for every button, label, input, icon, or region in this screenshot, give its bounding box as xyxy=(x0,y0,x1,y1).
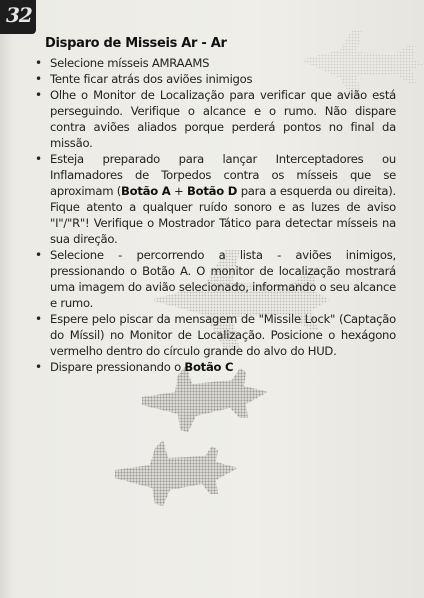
list-item-text: Tente ficar atrás dos aviões inimigos xyxy=(50,72,253,86)
list-item-text: Espere pelo piscar da mensagem de "Missile Lock" (Captação do Míssil) no Monitor de Localização. Posicione o hexágono vermelho dentro do círculo grande do alvo do HUD. xyxy=(50,312,396,358)
list-item-text: Dispare pressionando o xyxy=(50,360,185,374)
section-heading: Disparo de Misseis Ar - Ar xyxy=(45,36,227,51)
bullet-icon: • xyxy=(35,360,42,374)
instruction-list xyxy=(34,55,396,375)
list-item xyxy=(34,87,396,151)
list-item xyxy=(34,247,396,311)
button-d-label: Botão D xyxy=(187,184,238,198)
list-item-text: Olhe o Monitor de Localização para verificar que avião está perseguindo. Verifique o alcance e o rumo. Não dispare contra aviões aliados porque perderá pontos no final da missão. xyxy=(50,88,396,150)
list-item xyxy=(34,55,396,71)
list-item-text: Selecione mísseis AMRAAMS xyxy=(50,56,210,70)
page-number-tab xyxy=(0,0,36,34)
list-item-text: Selecione - percorrendo a lista - aviões inimigos, pressionando o Botão A. O monitor de localização mostrará uma imagem do avião selecionado, informando o seu alcance e rumo. xyxy=(50,248,396,310)
list-item-text: para a esquerda ou direita). Fique atento a qualquer ruído sonoro e as luzes de aviso "I"/"R"! Verifique o Mostrador Tático para detectar mísseis na sua direção. xyxy=(50,184,396,246)
page-number: 32 xyxy=(6,3,32,27)
list-item-text: Esteja preparado para lançar Interceptadores ou Inflamadores de Torpedos contra os mísseis que se aproximam ( xyxy=(50,152,396,198)
button-c-label: Botão C xyxy=(184,360,234,374)
bullet-icon: • xyxy=(35,56,42,70)
section-content xyxy=(34,36,396,375)
button-a-label: Botão A xyxy=(121,184,171,198)
list-item-text: + xyxy=(170,184,188,198)
bullet-icon: • xyxy=(35,312,42,326)
bullet-icon: • xyxy=(35,72,42,86)
bullet-icon: • xyxy=(35,248,42,262)
list-item xyxy=(34,71,396,87)
jet-icon xyxy=(142,366,268,432)
list-item xyxy=(34,151,396,247)
jet-icon xyxy=(115,440,238,506)
bullet-icon: • xyxy=(35,88,42,102)
list-item xyxy=(34,359,396,375)
list-item xyxy=(34,311,396,359)
bullet-icon: • xyxy=(35,152,42,166)
